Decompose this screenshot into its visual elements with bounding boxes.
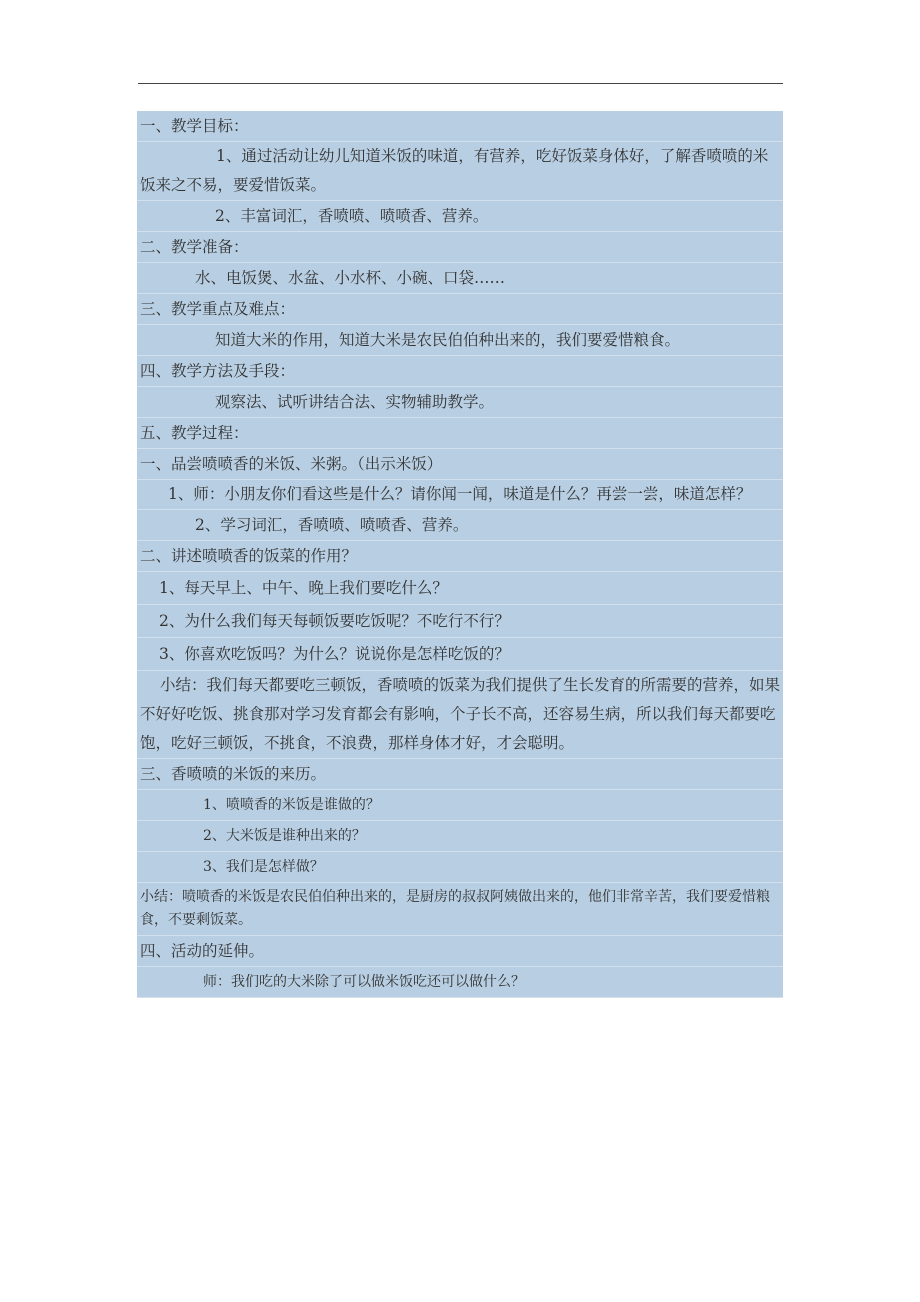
section-heading-key-points: 三、教学重点及难点： bbox=[137, 294, 783, 325]
process-step-1-item-2: 2、学习词汇，香喷喷、喷喷香、营养。 bbox=[137, 510, 783, 541]
process-step-1-item-1: 1、师：小朋友你们看这些是什么？请你闻一闻，味道是什么？再尝一尝，味道怎样？ bbox=[137, 480, 783, 510]
header-rule bbox=[138, 83, 783, 84]
section-heading-methods: 四、教学方法及手段： bbox=[137, 356, 783, 387]
process-step-3-item-2: 2、大米饭是谁种出来的？ bbox=[137, 821, 783, 852]
methods-text: 观察法、试听讲结合法、实物辅助教学。 bbox=[137, 387, 783, 418]
process-step-3-item-3: 3、我们是怎样做？ bbox=[137, 852, 783, 883]
section-heading-preparation: 二、教学准备： bbox=[137, 232, 783, 263]
process-step-3-item-1: 1、喷喷香的米饭是谁做的？ bbox=[137, 790, 783, 821]
process-step-2-heading: 二、讲述喷喷香的饭菜的作用？ bbox=[137, 541, 783, 572]
process-step-3-summary: 小结：喷喷香的米饭是农民伯伯种出来的，是厨房的叔叔阿姨做出来的，他们非常辛苦，我们要爱惜粮食，不要剩饭菜。 bbox=[137, 883, 783, 936]
goal-item-2: 2、丰富词汇，香喷喷、喷喷香、营养。 bbox=[137, 201, 783, 232]
section-heading-goals: 一、教学目标： bbox=[137, 111, 783, 142]
process-step-2-item-2: 2、为什么我们每天每顿饭要吃饭呢？不吃行不行？ bbox=[137, 605, 783, 638]
preparation-items: 水、电饭煲、水盆、小水杯、小碗、口袋…… bbox=[137, 263, 783, 294]
process-step-4-heading: 四、活动的延伸。 bbox=[137, 936, 783, 967]
process-step-3-heading: 三、香喷喷的米饭的来历。 bbox=[137, 759, 783, 790]
process-step-2-item-1: 1、每天早上、中午、晚上我们要吃什么？ bbox=[137, 572, 783, 605]
process-step-4-item-1: 师：我们吃的大米除了可以做米饭吃还可以做什么？ bbox=[137, 967, 783, 998]
goal-item-1: 1、通过活动让幼儿知道米饭的味道，有营养，吃好饭菜身体好，了解香喷喷的米饭来之不易，要爱惜饭菜。 bbox=[137, 142, 783, 201]
process-step-2-summary: 小结：我们每天都要吃三顿饭，香喷喷的饭菜为我们提供了生长发育的所需要的营养，如果不好好吃饭、挑食那对学习发育都会有影响，个子长不高，还容易生病，所以我们每天都要吃饱，吃好三顿饭，不挑食，不浪费，那样身体才好，才会聪明。 bbox=[137, 671, 783, 759]
process-step-1-heading: 一、品尝喷喷香的米饭、米粥。（出示米饭） bbox=[137, 449, 783, 480]
process-step-2-item-3: 3、你喜欢吃饭吗？为什么？说说你是怎样吃饭的？ bbox=[137, 638, 783, 671]
section-heading-process: 五、教学过程： bbox=[137, 418, 783, 449]
key-points-text: 知道大米的作用，知道大米是农民伯伯种出来的，我们要爱惜粮食。 bbox=[137, 325, 783, 356]
lesson-plan-table bbox=[137, 111, 783, 998]
